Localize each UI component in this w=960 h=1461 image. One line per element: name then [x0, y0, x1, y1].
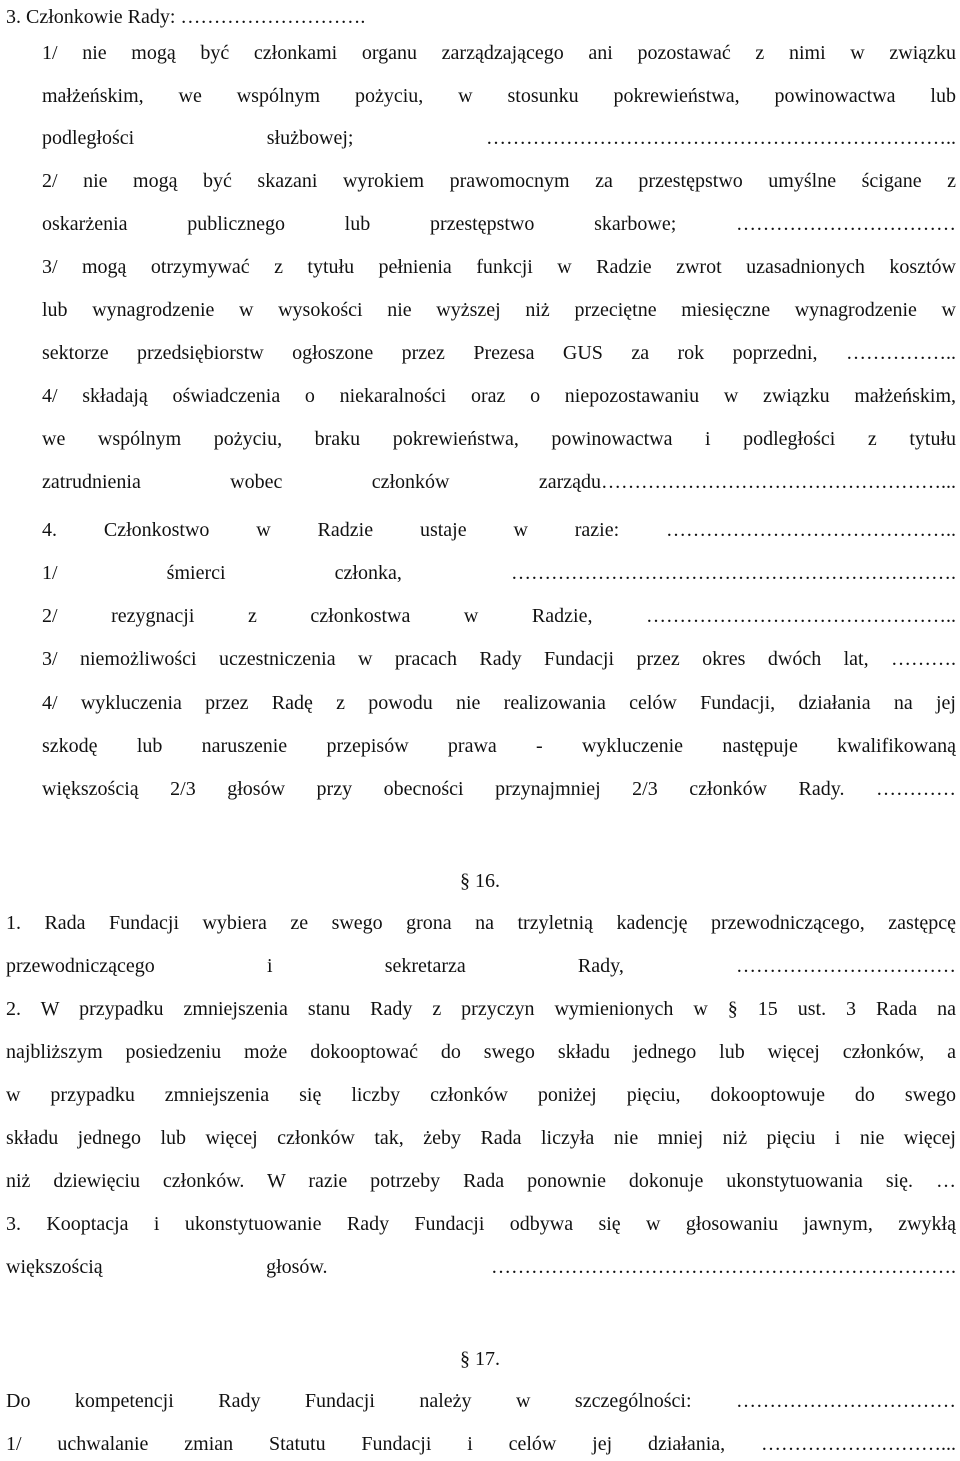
- paragraph-line: Do kompetencji Rady Fundacji należy w szczególności: ……………………………: [6, 1390, 956, 1412]
- section-heading-members: 3. Członkowie Rady: ……………………….: [6, 6, 366, 28]
- paragraph-line: 1. Rada Fundacji wybiera ze swego grona na trzyletnią kadencję przewodniczącego, zastępcę: [6, 912, 956, 934]
- paragraph-line: większością głosów. …………………………………………………………….: [6, 1256, 956, 1278]
- paragraph-line: niż dziewięciu członków. W razie potrzeby Rada ponownie dokonuje ukonstytuowania się. …: [6, 1170, 956, 1192]
- section-heading-membership-end: 4. Członkostwo w Radzie ustaje w razie: ……………………………………..: [42, 519, 956, 541]
- paragraph-line: 3/ mogą otrzymywać z tytułu pełnienia funkcji w Radzie zwrot uzasadnionych kosztów: [42, 256, 956, 278]
- paragraph-line: szkodę lub naruszenie przepisów prawa - wykluczenie następuje kwalifikowaną: [42, 735, 956, 757]
- paragraph-line: lub wynagrodzenie w wysokości nie wyższej niż przeciętne miesięczne wynagrodzenie w: [42, 299, 956, 321]
- paragraph-line: sektorze przedsiębiorstw ogłoszone przez Prezesa GUS za rok poprzedni, ……………..: [42, 342, 956, 364]
- paragraph-line: małżeńskim, we wspólnym pożyciu, w stosunku pokrewieństwa, powinowactwa lub: [42, 85, 956, 107]
- paragraph-line: 2. W przypadku zmniejszenia stanu Rady z przyczyn wymienionych w § 15 ust. 3 Rada na: [6, 998, 956, 1020]
- paragraph-line: 2/ nie mogą być skazani wyrokiem prawomocnym za przestępstwo umyślne ścigane z: [42, 170, 956, 192]
- paragraph-line: 3. Kooptacja i ukonstytuowanie Rady Fundacji odbywa się w głosowaniu jawnym, zwykłą: [6, 1213, 956, 1235]
- paragraph-line: oskarżenia publicznego lub przestępstwo skarbowe; ……………………………: [42, 213, 956, 235]
- paragraph-line: większością 2/3 głosów przy obecności przynajmniej 2/3 członków Rady. …………: [42, 778, 956, 800]
- list-item: 1/ uchwalanie zmian Statutu Fundacji i celów jej działania, ………………………...: [6, 1433, 956, 1455]
- paragraph-line: przewodniczącego i sekretarza Rady, ……………………………: [6, 955, 956, 977]
- section-number-17: § 17.: [460, 1348, 500, 1370]
- list-item: 4/ wykluczenia przez Radę z powodu nie realizowania celów Fundacji, działania na jej: [42, 692, 956, 714]
- list-item: 3/ niemożliwości uczestniczenia w pracach Rady Fundacji przez okres dwóch lat, ……….: [42, 648, 956, 670]
- paragraph-line: 4/ składają oświadczenia o niekaralności oraz o niepozostawaniu w związku małżeńskim,: [42, 385, 956, 407]
- paragraph-line: zatrudnienia wobec członków zarządu……………………………………………...: [42, 471, 956, 493]
- paragraph-line: składu jednego lub więcej członków tak, żeby Rada liczyła nie mniej niż pięciu i nie więcej: [6, 1127, 956, 1149]
- section-number-16: § 16.: [460, 870, 500, 892]
- list-item: 2/ rezygnacji z członkostwa w Radzie, ………………………………………..: [42, 605, 956, 627]
- paragraph-line: we wspólnym pożyciu, braku pokrewieństwa, powinowactwa i podległości z tytułu: [42, 428, 956, 450]
- paragraph-line: podległości służbowej; ……………………………………………………………..: [42, 127, 956, 149]
- paragraph-line: najbliższym posiedzeniu może dokooptować do swego składu jednego lub więcej członków, a: [6, 1041, 956, 1063]
- paragraph-line: w przypadku zmniejszenia się liczby członków poniżej pięciu, dokooptowuje do swego: [6, 1084, 956, 1106]
- list-item: 1/ śmierci członka, ………………………………………………………….: [42, 562, 956, 584]
- paragraph-line: 1/ nie mogą być członkami organu zarządzającego ani pozostawać z nimi w związku: [42, 42, 956, 64]
